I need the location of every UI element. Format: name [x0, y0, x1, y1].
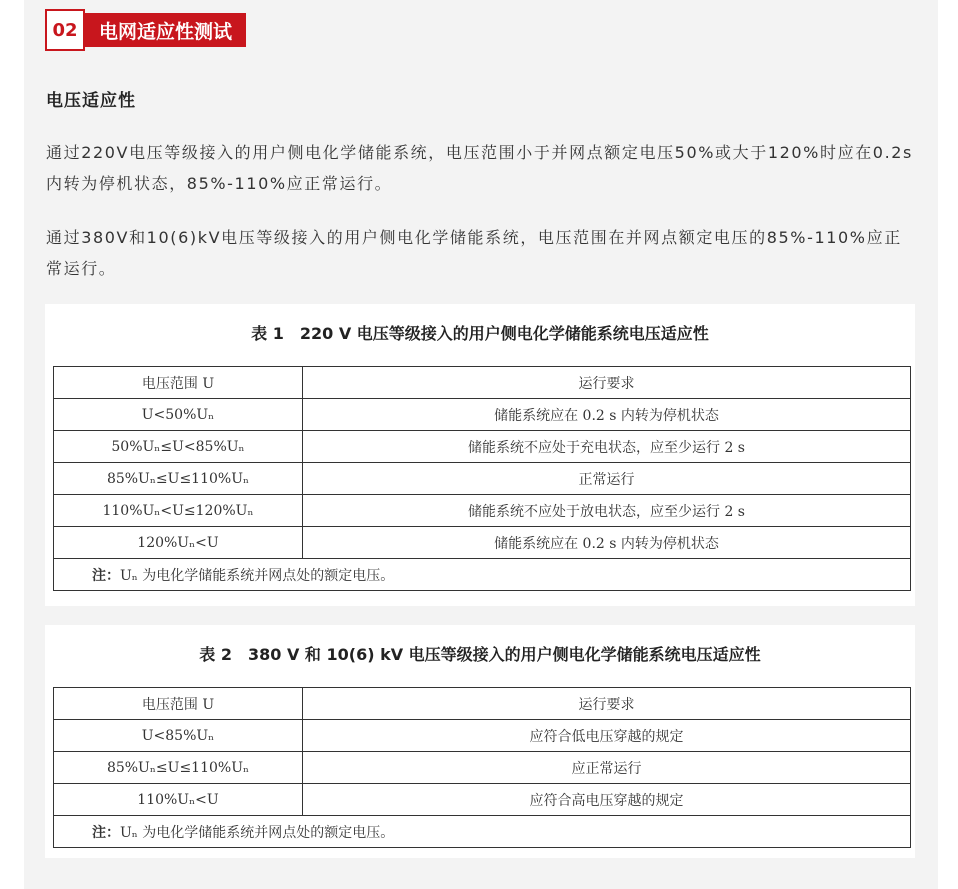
paragraph-2: 通过380V和10(6)kV电压等级接入的用户侧电化学储能系统，电压范围在并网点额定电压的85%-110%应正常运行。	[46, 228, 902, 278]
table-row	[54, 431, 911, 463]
requirement-cell: 储能系统应在 0.2 s 内转为停机状态	[303, 399, 911, 431]
paragraph-1: 通过220V电压等级接入的用户侧电化学储能系统，电压范围小于并网点额定电压50%或大于120%时应在0.2s内转为停机状态，85%-110%应正常运行。	[46, 143, 913, 193]
table-note	[54, 816, 911, 848]
table-1-image	[45, 304, 915, 606]
section-heading	[45, 9, 246, 51]
table-row	[54, 752, 911, 784]
voltage-range-cell: 85%Uₙ≤U≤110%Uₙ	[54, 752, 303, 784]
note-label: 注：	[92, 824, 120, 841]
table-header-row	[54, 688, 911, 720]
table-row	[54, 527, 911, 559]
table-note-row	[54, 816, 911, 848]
subheading: 电压适应性	[46, 91, 136, 111]
table-row	[54, 784, 911, 816]
voltage-range-cell: 85%Uₙ≤U≤110%Uₙ	[54, 463, 303, 495]
voltage-range-cell: 110%Uₙ<U≤120%Uₙ	[54, 495, 303, 527]
header-voltage-range: 电压范围 U	[54, 688, 303, 720]
requirement-cell: 应正常运行	[303, 752, 911, 784]
table-note	[54, 559, 911, 591]
table-note-row	[54, 559, 911, 591]
table-row	[54, 463, 911, 495]
requirement-cell: 应符合低电压穿越的规定	[303, 720, 911, 752]
section-number: 02	[45, 9, 85, 51]
requirement-cell: 正常运行	[303, 463, 911, 495]
voltage-range-cell: 110%Uₙ<U	[54, 784, 303, 816]
voltage-range-cell: U<85%Uₙ	[54, 720, 303, 752]
table-row	[54, 399, 911, 431]
section-title: 电网适应性测试	[85, 13, 246, 47]
table-2	[53, 687, 911, 848]
table-row	[54, 495, 911, 527]
table-2-image	[45, 625, 915, 858]
requirement-cell: 储能系统不应处于放电状态，应至少运行 2 s	[303, 495, 911, 527]
requirement-cell: 储能系统应在 0.2 s 内转为停机状态	[303, 527, 911, 559]
table-row	[54, 720, 911, 752]
note-label: 注：	[92, 567, 120, 584]
voltage-range-cell: 120%Uₙ<U	[54, 527, 303, 559]
table-1-caption: 表 1 220 V 电压等级接入的用户侧电化学储能系统电压适应性	[251, 324, 709, 343]
voltage-range-cell: U<50%Uₙ	[54, 399, 303, 431]
requirement-cell: 储能系统不应处于充电状态，应至少运行 2 s	[303, 431, 911, 463]
header-voltage-range: 电压范围 U	[54, 367, 303, 399]
note-text: Uₙ 为电化学储能系统并网点处的额定电压。	[120, 824, 395, 841]
voltage-range-cell: 50%Uₙ≤U<85%Uₙ	[54, 431, 303, 463]
note-text: Uₙ 为电化学储能系统并网点处的额定电压。	[120, 567, 395, 584]
requirement-cell: 应符合高电压穿越的规定	[303, 784, 911, 816]
table-1	[53, 366, 911, 591]
header-requirement: 运行要求	[303, 688, 911, 720]
table-header-row	[54, 367, 911, 399]
header-requirement: 运行要求	[303, 367, 911, 399]
table-2-caption: 表 2 380 V 和 10(6) kV 电压等级接入的用户侧电化学储能系统电压适应性	[199, 645, 761, 664]
